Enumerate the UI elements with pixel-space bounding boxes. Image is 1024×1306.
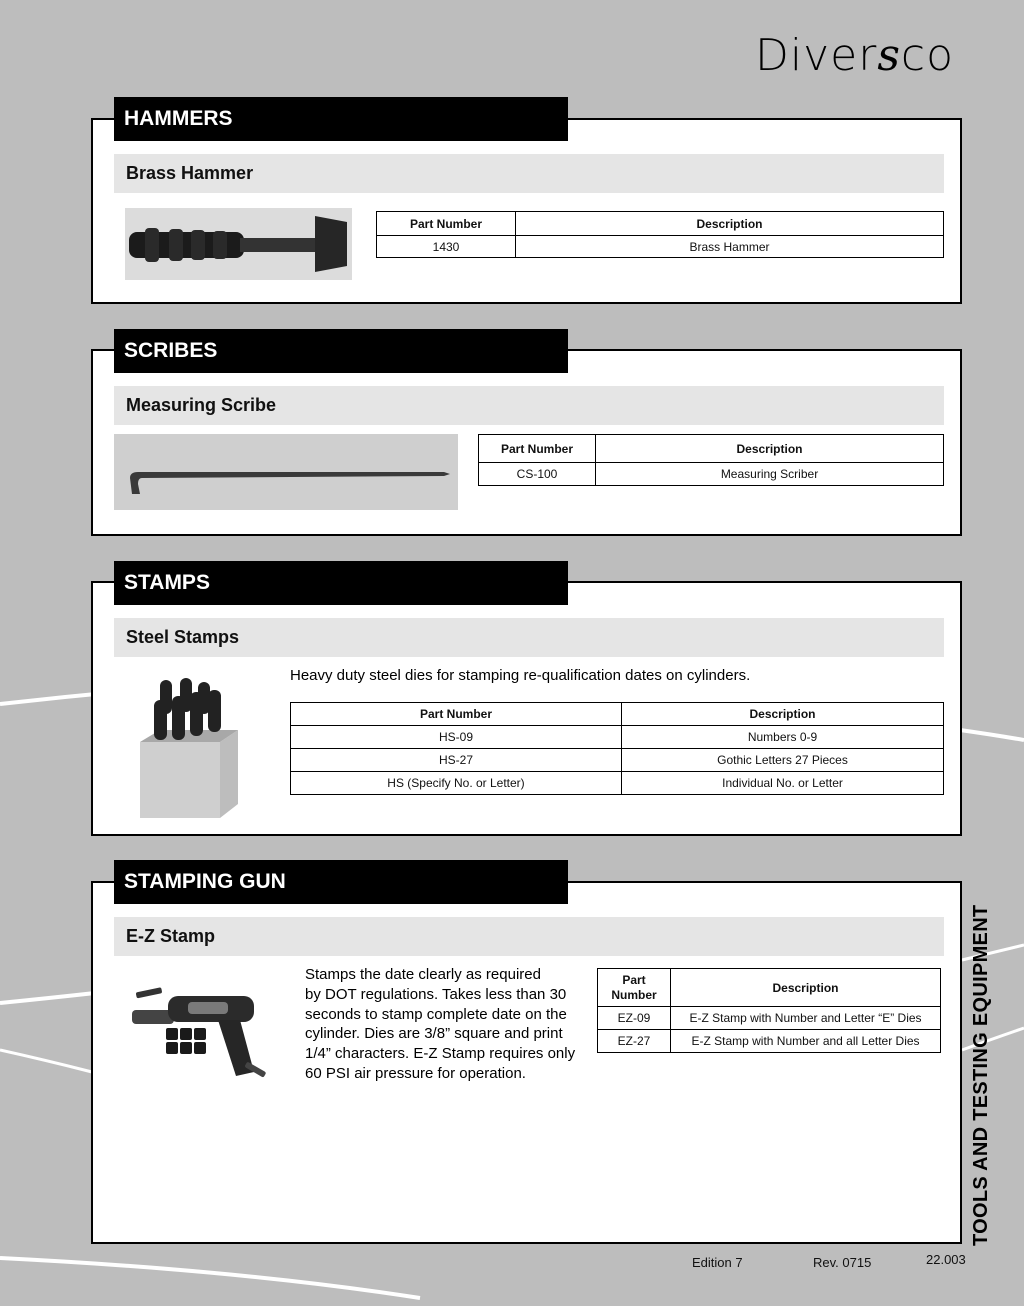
description-cell: E-Z Stamp with Number and all Letter Dies	[671, 1030, 941, 1053]
subtitle-brass-hammer: Brass Hammer	[114, 154, 944, 193]
description-cell: Brass Hammer	[516, 236, 944, 258]
header-description: Description	[622, 703, 944, 726]
measuring-scribe-image	[114, 434, 458, 510]
table-header-row	[598, 969, 941, 1007]
footer-page-number: 22.003	[926, 1252, 966, 1267]
part-number-cell: HS-09	[291, 726, 622, 749]
ez-stamp-description: Stamps the date clearly as required by DOT regulations. Takes less than 30 seconds to stamp complete date on the cylinder. Dies are 3/8” square and print 1/4” characters. E-Z Stamp requires only 60 PSI air pressure for operation.	[305, 966, 576, 1082]
header-description: Description	[596, 435, 944, 463]
brand-logo: Diversco	[755, 30, 955, 81]
part-number-cell: EZ-27	[598, 1030, 671, 1053]
table-header-row	[291, 703, 944, 726]
steel-stamps-description: Heavy duty steel dies for stamping re-qualification dates on cylinders.	[290, 667, 751, 684]
subtitle-steel-stamps: Steel Stamps	[114, 618, 944, 657]
brass-hammer-image	[125, 208, 352, 280]
subtitle-ez-stamp: E-Z Stamp	[114, 917, 944, 956]
subtitle-measuring-scribe: Measuring Scribe	[114, 386, 944, 425]
footer-edition: Edition 7	[692, 1255, 743, 1270]
section-title-scribes: SCRIBES	[114, 329, 568, 373]
header-part-number: Part Number	[598, 969, 671, 1007]
header-description: Description	[671, 969, 941, 1007]
footer-revision: Rev. 0715	[813, 1255, 872, 1270]
stamping-gun-table	[597, 968, 941, 1053]
description-cell: Individual No. or Letter	[622, 772, 944, 795]
part-number-cell: HS (Specify No. or Letter)	[291, 772, 622, 795]
table-row	[598, 1030, 941, 1053]
header-part-number: Part Number	[291, 703, 622, 726]
table-row	[377, 236, 944, 258]
table-row	[291, 772, 944, 795]
section-title-hammers: HAMMERS	[114, 97, 568, 141]
ez-stamp-gun-image	[128, 976, 270, 1086]
header-part-number: Part Number	[377, 212, 516, 236]
part-number-cell: CS-100	[479, 463, 596, 486]
section-title-stamping-gun: STAMPING GUN	[114, 860, 568, 904]
header-description: Description	[516, 212, 944, 236]
section-title-stamps: STAMPS	[114, 561, 568, 605]
table-row	[291, 726, 944, 749]
description-cell: Gothic Letters 27 Pieces	[622, 749, 944, 772]
hammers-table	[376, 211, 944, 258]
table-header-row	[377, 212, 944, 236]
part-number-cell: EZ-09	[598, 1007, 671, 1030]
table-header-row	[479, 435, 944, 463]
stamps-table	[290, 702, 944, 795]
table-row	[291, 749, 944, 772]
scribes-table	[478, 434, 944, 486]
header-part-number: Part Number	[479, 435, 596, 463]
part-number-cell: 1430	[377, 236, 516, 258]
part-number-cell: HS-27	[291, 749, 622, 772]
steel-stamps-image	[130, 670, 248, 820]
description-cell: Measuring Scriber	[596, 463, 944, 486]
table-row	[598, 1007, 941, 1030]
side-category-label: TOOLS AND TESTING EQUIPMENT	[970, 904, 992, 1246]
table-row	[479, 463, 944, 486]
description-cell: Numbers 0-9	[622, 726, 944, 749]
description-cell: E-Z Stamp with Number and Letter “E” Dies	[671, 1007, 941, 1030]
